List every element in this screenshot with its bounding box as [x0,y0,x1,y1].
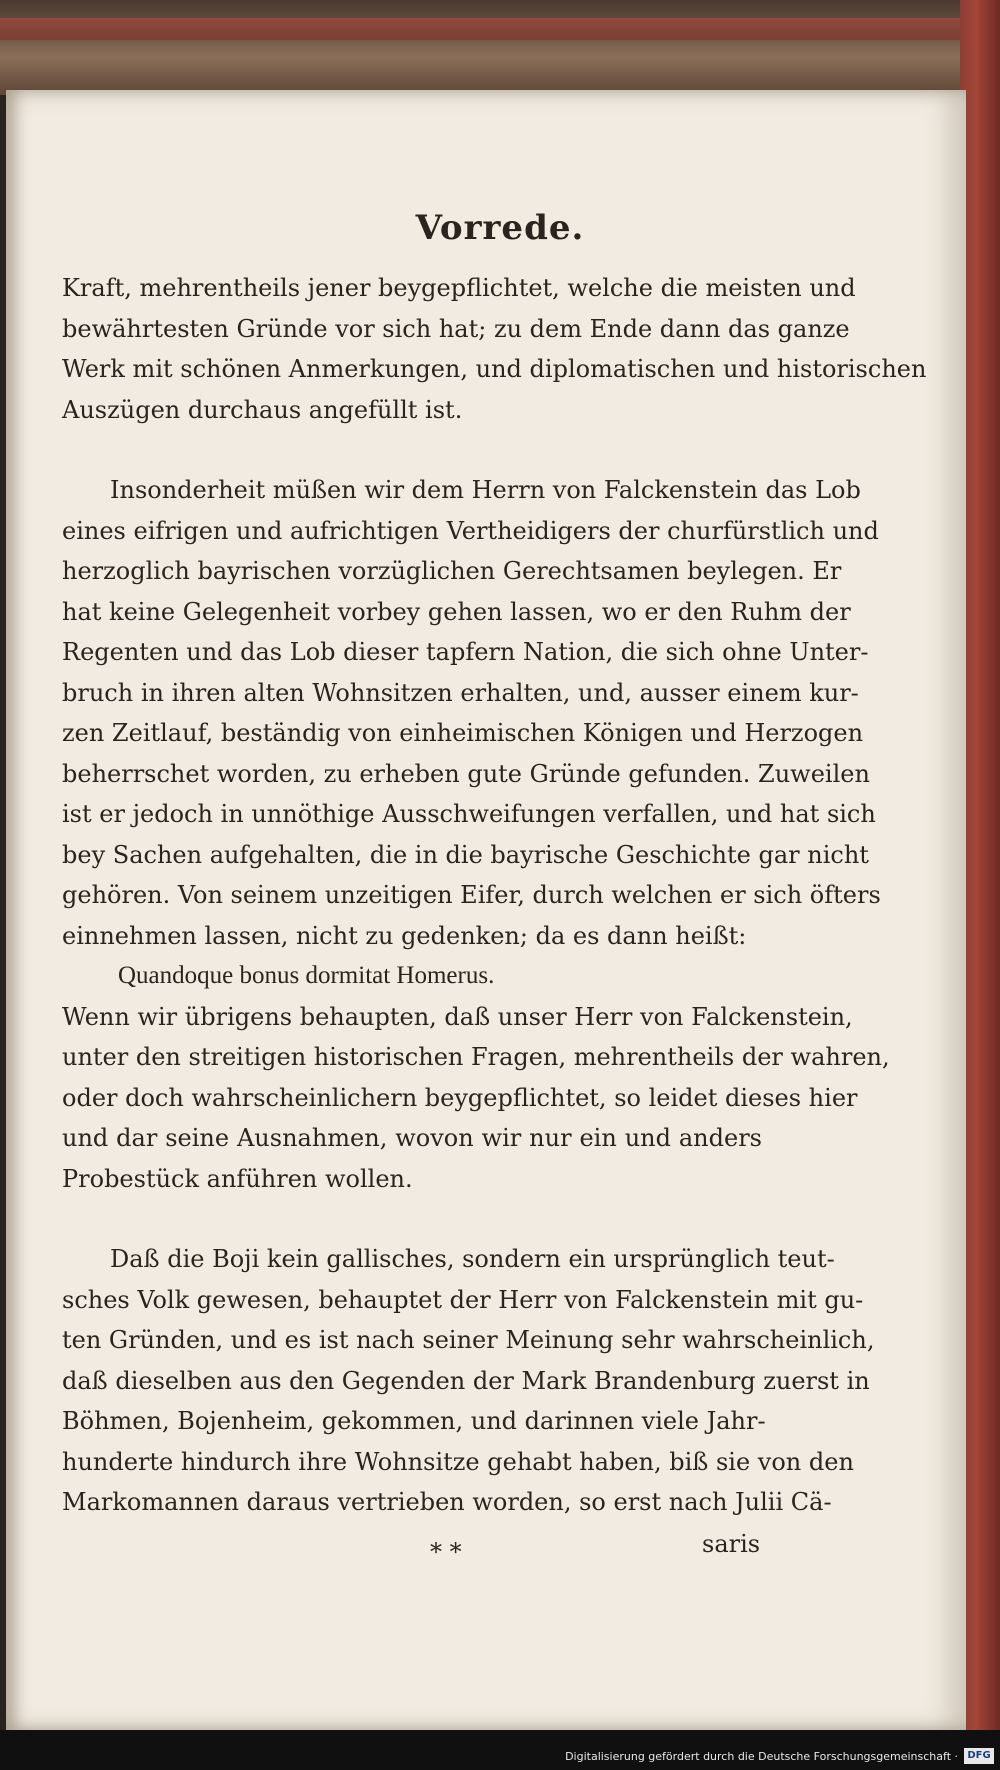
text-line: Böhmen, Bojenheim, gekommen, und darinnen viele Jahr- [62,1407,766,1435]
text-line: eines eifrigen und aufrichtigen Vertheidigers der churfürstlich und [62,516,879,545]
text-line: Markomannen daraus vertrieben worden, so erst nach Julii Cä- [62,1488,832,1516]
text-line: beherrschet worden, zu erheben gute Gründe gefunden. Zuweilen [62,759,870,788]
book-top-edge [0,0,1000,95]
text-line: oder doch wahrscheinlichern beygepflichtet, so leidet dieses hier [62,1083,858,1112]
page-text [62,268,927,1523]
text-line: bey Sachen aufgehalten, die in die bayrische Geschichte gar nicht [62,840,869,869]
text-line: hat keine Gelegenheit vorbey gehen lassen, wo er den Ruhm der [62,597,851,626]
signature-mark: * * [430,1538,462,1566]
dfg-logo-icon: DFG [964,1748,994,1764]
text-line: daß dieselben aus den Gegenden der Mark Brandenburg zuerst in [62,1366,870,1395]
text-line: und dar seine Ausnahmen, wovon wir nur ein und anders [62,1124,762,1152]
page-heading: Vorrede. [415,208,585,248]
text-line: Regenten und das Lob dieser tapfern Nation, die sich ohne Unter- [62,638,869,666]
text-line: Wenn wir übrigens behaupten, daß unser Herr von Falckenstein, [62,1002,853,1031]
text-line: hunderte hindurch ihre Wohnsitze gehabt haben, biß sie von den [62,1447,854,1476]
text-line: einnehmen lassen, nicht zu gedenken; da es dann heißt: [62,921,747,950]
text-line: zen Zeitlauf, beständig von einheimischen Königen und Herzogen [62,719,864,747]
text-line: Werk mit schönen Anmerkungen, und diplomatischen und historischen [62,355,927,383]
text-line: Kraft, mehrentheils jener beygepflichtet, welche die meisten und [62,274,856,302]
text-line: ten Gründen, und es ist nach seiner Meinung sehr wahrscheinlich, [62,1326,875,1354]
text-line: sches Volk gewesen, behauptet der Herr von Falckenstein mit gu- [62,1285,864,1314]
book-cover-edge [0,18,1000,40]
footer-credit: Digitalisierung gefördert durch die Deutsche Forschungsgemeinschaft · [565,1750,958,1763]
text-line: unter den streitigen historischen Fragen, mehrentheils der wahren, [62,1043,890,1071]
latin-quote: Quandoque bonus dormitat Homerus. [118,962,495,989]
text-line: Insonderheit müßen wir dem Herrn von Falckenstein das Lob [110,476,861,504]
text-line: gehören. Von seinem unzeitigen Eifer, durch welchen er sich öfters [62,881,881,909]
text-line: Daß die Boji kein gallisches, sondern ein ursprünglich teut- [110,1245,835,1273]
text-line: Probestück anführen wollen. [62,1164,413,1193]
text-line: bruch in ihren alten Wohnsitzen erhalten, und, ausser einem kur- [62,678,859,707]
text-line: herzoglich bayrischen vorzüglichen Gerechtsamen beylegen. Er [62,557,842,585]
catchword: saris [702,1530,761,1558]
text-line: bewährtesten Gründe vor sich hat; zu dem Ende dann das ganze [62,314,850,343]
text-line: Auszügen durchaus angefüllt ist. [62,395,463,424]
text-line: ist er jedoch in unnöthige Ausschweifungen verfallen, und hat sich [62,800,876,828]
book-cover-right [960,0,1000,1770]
